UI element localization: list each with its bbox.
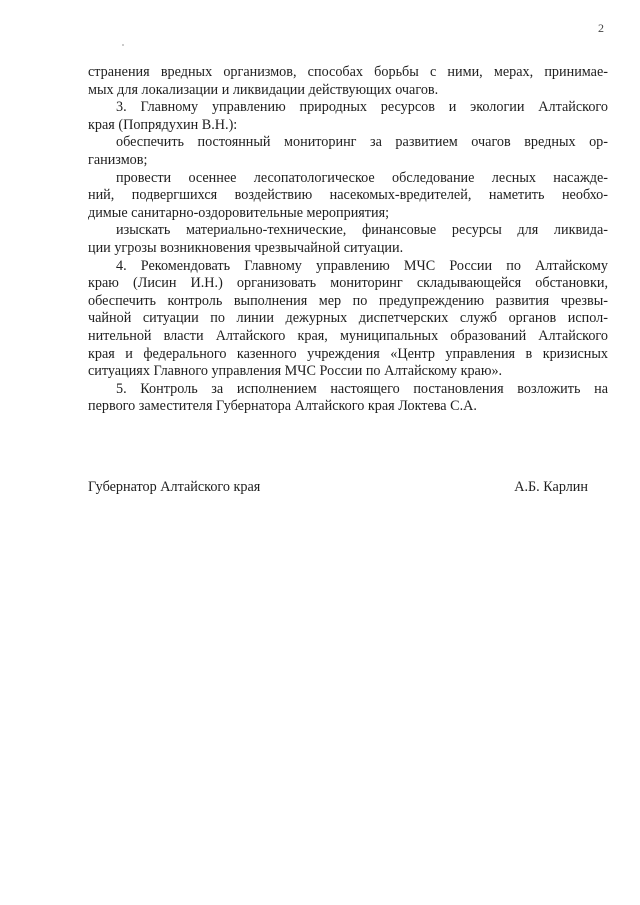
text-line: края (Попрядухин В.Н.):	[88, 116, 238, 133]
page-number: 2	[598, 21, 604, 35]
scan-artifact	[122, 44, 124, 46]
text-line: 5. Контроль за исполнением настоящего постановления возложить на	[116, 380, 608, 397]
text-line: ции угрозы возникновения чрезвычайной ситуации.	[88, 239, 404, 256]
text-line: краю (Лисин И.Н.) организовать мониторинг складывающейся обстановки,	[88, 275, 608, 292]
signatory-title: Губернатор Алтайского края	[88, 479, 261, 495]
text-line: чайной ситуации по линии дежурных диспетчерских служб органов испол-	[88, 310, 608, 327]
text-line: 4. Рекомендовать Главному управлению МЧС России по Алтайскому	[116, 257, 608, 274]
text-line: ганизмов;	[88, 151, 148, 168]
text-line: нительной власти Алтайского края, муниципальных образований Алтайского	[88, 327, 608, 344]
signatory-name: А.Б. Карлин	[514, 479, 588, 495]
text-line: мых для локализации и ликвидации действующих очагов.	[88, 81, 439, 98]
text-line: димые санитарно-оздоровительные мероприятия;	[88, 204, 390, 221]
text-line: обеспечить контроль выполнения мер по предупреждению развития чрезвы-	[88, 292, 608, 309]
text-line: изыскать материально-технические, финансовые ресурсы для ликвида-	[116, 222, 608, 239]
text-line: провести осеннее лесопатологическое обследование лесных насажде-	[116, 169, 608, 186]
text-line: странения вредных организмов, способах борьбы с ними, мерах, принимае-	[88, 64, 608, 80]
document-body	[88, 64, 608, 416]
text-line: ний, подвергшихся воздействию насекомых-вредителей, наметить необхо-	[88, 187, 608, 204]
text-line: обеспечить постоянный мониторинг за развитием очагов вредных ор-	[116, 134, 608, 151]
text-line: края и федерального казенного учреждения «Центр управления в кризисных	[88, 345, 608, 362]
text-line: 3. Главному управлению природных ресурсов и экологии Алтайского	[116, 99, 608, 116]
text-line: первого заместителя Губернатора Алтайского края Локтева С.А.	[88, 398, 477, 415]
text-line: ситуациях Главного управления МЧС России по Алтайскому краю».	[88, 363, 503, 380]
